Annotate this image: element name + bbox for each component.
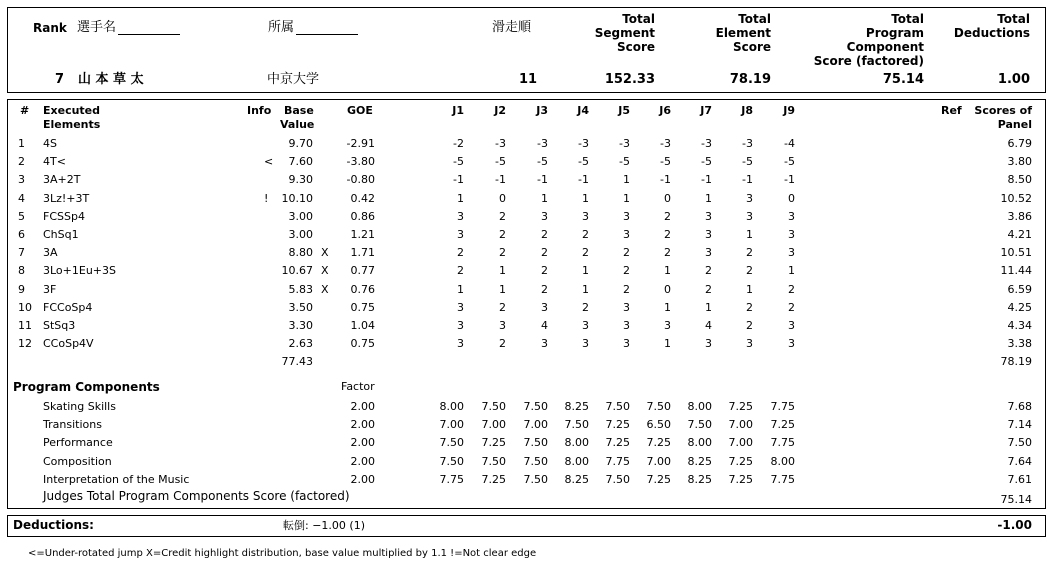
element-number: 9: [18, 282, 25, 296]
element-name: 4S: [43, 137, 57, 150]
element-judge-score: 3: [788, 337, 795, 351]
pc-judge-score: 7.50: [523, 454, 548, 468]
element-judge-score: 3: [457, 337, 464, 351]
element-name: ChSq1: [43, 228, 79, 241]
element-judge-score: 3: [623, 209, 630, 223]
element-judge-score: 1: [457, 191, 464, 205]
element-judge-score: 2: [664, 228, 671, 241]
element-judge-score: 1: [664, 300, 671, 314]
element-judge-score: 3: [705, 246, 712, 260]
pc-judge-score: 7.25: [728, 472, 753, 486]
pc-judge-score: 7.00: [728, 418, 753, 432]
col-num: #: [20, 104, 30, 117]
deductions-label: Deductions:: [13, 518, 94, 532]
element-goe: 0.75: [350, 337, 375, 351]
element-judge-score: 0: [664, 191, 671, 205]
element-goe: 0.76: [350, 282, 375, 296]
element-base-value: 3.00: [288, 228, 313, 241]
ded-label-1: Total: [997, 12, 1030, 26]
element-judge-score: -1: [742, 173, 753, 187]
pc-judge-score: 8.25: [564, 400, 589, 413]
pc-judge-score: 8.00: [687, 400, 712, 413]
order-label: 滑走順: [492, 20, 532, 35]
tes-value: 78.19: [729, 72, 771, 87]
element-base-value: 10.10: [281, 191, 313, 205]
element-judge-score: 2: [499, 300, 506, 314]
col-ref: Ref: [941, 104, 962, 117]
element-judge-score: 1: [623, 191, 630, 205]
pc-judge-score: 8.00: [687, 436, 712, 450]
tes-label-2: Element: [715, 26, 771, 40]
col-judge-9: J9: [783, 104, 795, 117]
element-goe: -2.91: [346, 137, 375, 150]
element-name: 3F: [43, 282, 57, 296]
col-judge-6: J6: [659, 104, 671, 117]
element-panel-score: 4.25: [1007, 300, 1032, 314]
element-panel-score: 4.21: [1007, 228, 1032, 241]
element-name: FCSSp4: [43, 209, 85, 223]
name-label: 選手名: [77, 20, 117, 35]
legend-footnote: <=Under-rotated jump X=Credit highlight distribution, base value multiplied by 1.1 !=Not clear edge: [28, 548, 537, 559]
col-exec-1: Executed: [43, 104, 101, 117]
element-base-value: 2.63: [288, 337, 313, 351]
element-judge-score: 3: [746, 337, 753, 351]
tes-label-3: Score: [732, 40, 771, 54]
element-judge-score: 1: [705, 191, 712, 205]
element-number: 12: [18, 337, 32, 351]
pc-factor: 2.00: [350, 400, 375, 413]
element-judge-score: 3: [664, 319, 671, 332]
col-judge-4: J4: [577, 104, 589, 117]
element-judge-score: 1: [582, 264, 589, 278]
element-panel-score: 10.51: [1000, 246, 1032, 260]
element-name: 4T<: [43, 155, 66, 169]
element-judge-score: -5: [578, 155, 589, 169]
element-goe: 0.77: [350, 264, 375, 278]
pc-judge-score: 7.25: [646, 472, 671, 486]
element-info: !: [264, 191, 269, 205]
pc-factor: 2.00: [350, 436, 375, 450]
element-name: CCoSp4V: [43, 337, 94, 351]
pc-judge-score: 7.50: [605, 400, 630, 413]
pc-judge-score: 8.25: [564, 472, 589, 486]
element-goe: 0.42: [350, 191, 375, 205]
skater-name: 山 本 草 太: [78, 72, 144, 87]
pc-name: Skating Skills: [43, 400, 116, 413]
pc-judge-score: 6.50: [646, 418, 671, 432]
element-judge-score: 2: [499, 209, 506, 223]
element-base-value: 10.67: [281, 264, 313, 278]
element-name: 3Lz!+3T: [43, 191, 90, 205]
element-judge-score: 2: [788, 300, 795, 314]
club-underline: [296, 23, 358, 35]
element-goe: 1.71: [350, 246, 375, 260]
element-judge-score: 2: [499, 337, 506, 351]
pc-panel-score: 7.50: [1007, 436, 1032, 450]
pc-judge-score: 7.50: [439, 436, 464, 450]
element-judge-score: 2: [582, 246, 589, 260]
pc-judge-score: 7.25: [605, 418, 630, 432]
pc-factor-label: Factor: [341, 380, 375, 393]
pc-judge-score: 7.00: [646, 454, 671, 468]
col-goe: GOE: [347, 104, 373, 117]
deductions-box: [7, 515, 1046, 537]
element-judge-score: -3: [619, 137, 630, 150]
element-goe: 1.21: [350, 228, 375, 241]
pcs-value: 75.14: [882, 72, 924, 87]
club-label: 所属: [268, 20, 295, 35]
col-judge-2: J2: [494, 104, 506, 117]
element-judge-score: 2: [705, 264, 712, 278]
rank-label: Rank: [33, 21, 67, 35]
element-goe: 0.75: [350, 300, 375, 314]
element-panel-score: 8.50: [1007, 173, 1032, 187]
element-judge-score: 3: [499, 319, 506, 332]
pcs-label-4: Score (factored): [813, 54, 924, 68]
element-judge-score: -1: [453, 173, 464, 187]
element-panel-score: 3.38: [1007, 337, 1032, 351]
pc-panel-score: 7.61: [1007, 472, 1032, 486]
element-number: 3: [18, 173, 25, 187]
element-judge-score: -4: [784, 137, 795, 150]
element-judge-score: 1: [499, 264, 506, 278]
club-name: 中京大学: [267, 72, 320, 87]
element-panel-score: 4.34: [1007, 319, 1032, 332]
element-judge-score: 1: [582, 282, 589, 296]
pc-panel-score: 7.68: [1007, 400, 1032, 413]
element-judge-score: 3: [541, 337, 548, 351]
element-judge-score: 0: [499, 191, 506, 205]
element-judge-score: 1: [664, 264, 671, 278]
pc-judge-score: 7.50: [564, 418, 589, 432]
element-goe: 0.86: [350, 209, 375, 223]
element-number: 2: [18, 155, 25, 169]
element-judge-score: 4: [705, 319, 712, 332]
pc-judge-score: 7.25: [728, 454, 753, 468]
element-judge-score: 2: [541, 264, 548, 278]
pc-judge-score: 7.25: [770, 418, 795, 432]
element-judge-score: -1: [701, 173, 712, 187]
element-judge-score: 3: [582, 319, 589, 332]
element-panel-score: 6.59: [1007, 282, 1032, 296]
element-judge-score: 2: [746, 319, 753, 332]
pc-judge-score: 7.75: [605, 454, 630, 468]
col-info: Info: [247, 104, 272, 117]
pc-judge-score: 7.25: [646, 436, 671, 450]
element-judge-score: 2: [457, 246, 464, 260]
element-goe: -3.80: [346, 155, 375, 169]
element-judge-score: 2: [499, 246, 506, 260]
element-judge-score: 1: [541, 191, 548, 205]
element-judge-score: 2: [541, 228, 548, 241]
element-judge-score: -1: [578, 173, 589, 187]
col-base-1: Base: [284, 104, 314, 117]
pc-factor: 2.00: [350, 472, 375, 486]
pc-judge-score: 8.25: [687, 472, 712, 486]
element-judge-score: 1: [705, 300, 712, 314]
element-name: StSq3: [43, 319, 76, 332]
pc-judge-score: 8.25: [687, 454, 712, 468]
pc-judge-score: 7.50: [523, 400, 548, 413]
element-judge-score: -5: [537, 155, 548, 169]
element-panel-score: 3.86: [1007, 209, 1032, 223]
element-panel-score: 11.44: [1000, 264, 1032, 278]
element-judge-score: 1: [623, 173, 630, 187]
pc-judge-score: 8.00: [564, 454, 589, 468]
pc-panel-score: 7.64: [1007, 454, 1032, 468]
element-judge-score: 3: [705, 337, 712, 351]
element-base-value: 5.83: [288, 282, 313, 296]
element-panel-score: 10.52: [1000, 191, 1032, 205]
col-judge-8: J8: [741, 104, 753, 117]
element-name: FCCoSp4: [43, 300, 93, 314]
element-x-mark: X: [321, 246, 329, 260]
element-judge-score: 3: [705, 209, 712, 223]
element-judge-score: 3: [623, 300, 630, 314]
element-x-mark: X: [321, 282, 329, 296]
element-judge-score: -1: [495, 173, 506, 187]
element-judge-score: -5: [742, 155, 753, 169]
pc-judge-score: 8.00: [439, 400, 464, 413]
element-judge-score: 3: [457, 300, 464, 314]
element-judge-score: -5: [453, 155, 464, 169]
pcs-label-2: Program: [865, 26, 924, 40]
element-judge-score: 1: [746, 228, 753, 241]
pc-name: Transitions: [43, 418, 102, 432]
pc-judge-score: 8.00: [770, 454, 795, 468]
element-judge-score: -5: [784, 155, 795, 169]
ded-label-2: Deductions: [953, 26, 1030, 40]
pc-title: Program Components: [13, 380, 160, 394]
element-judge-score: 3: [582, 337, 589, 351]
element-base-value: 3.50: [288, 300, 313, 314]
element-name: 3A+2T: [43, 173, 81, 187]
pc-judge-score: 7.50: [481, 400, 506, 413]
element-judge-score: 3: [582, 209, 589, 223]
element-judge-score: 3: [541, 300, 548, 314]
element-judge-score: 2: [582, 300, 589, 314]
element-judge-score: 1: [582, 191, 589, 205]
pc-judge-score: 7.75: [770, 436, 795, 450]
pc-judge-score: 7.25: [605, 436, 630, 450]
col-judge-3: J3: [536, 104, 548, 117]
element-judge-score: 2: [623, 246, 630, 260]
ded-value: 1.00: [997, 72, 1030, 87]
element-name: 3Lo+1Eu+3S: [43, 264, 116, 278]
element-judge-score: 3: [788, 319, 795, 332]
pc-factor: 2.00: [350, 418, 375, 432]
element-judge-score: 1: [664, 337, 671, 351]
base-total: 77.43: [281, 355, 313, 368]
element-judge-score: 3: [788, 246, 795, 260]
element-number: 4: [18, 191, 25, 205]
element-judge-score: 3: [623, 228, 630, 241]
element-goe: -0.80: [346, 173, 375, 187]
pc-judge-score: 7.50: [687, 418, 712, 432]
element-base-value: 3.30: [288, 319, 313, 332]
element-judge-score: 1: [499, 282, 506, 296]
element-judge-score: 4: [541, 319, 548, 332]
col-judge-1: J1: [452, 104, 464, 117]
pc-judge-score: 7.00: [481, 418, 506, 432]
element-judge-score: 3: [746, 209, 753, 223]
element-judge-score: -2: [453, 137, 464, 150]
element-judge-score: 2: [457, 264, 464, 278]
pc-judge-score: 7.25: [728, 400, 753, 413]
col-base-2: Value: [280, 118, 315, 131]
start-order: 11: [519, 72, 538, 87]
element-judge-score: 3: [788, 228, 795, 241]
element-judge-score: 2: [541, 282, 548, 296]
tes-label-1: Total: [738, 12, 771, 26]
club-label-wrap: [268, 20, 358, 35]
pc-name: Performance: [43, 436, 113, 450]
element-judge-score: 2: [541, 246, 548, 260]
element-judge-score: -3: [537, 137, 548, 150]
tss-value: 152.33: [604, 72, 655, 87]
element-number: 1: [18, 137, 25, 150]
pc-judge-score: 8.00: [564, 436, 589, 450]
element-judge-score: 2: [746, 264, 753, 278]
element-judge-score: 2: [664, 209, 671, 223]
element-judge-score: 2: [746, 300, 753, 314]
rank-value: 7: [55, 72, 65, 87]
element-judge-score: 2: [499, 228, 506, 241]
element-panel-score: 6.79: [1007, 137, 1032, 150]
tss-label-2: Segment: [594, 26, 655, 40]
element-judge-score: 2: [623, 282, 630, 296]
pc-name: Composition: [43, 454, 112, 468]
pc-judge-score: 7.75: [770, 400, 795, 413]
element-judge-score: 3: [705, 228, 712, 241]
element-judge-score: -1: [537, 173, 548, 187]
pc-judge-score: 7.50: [523, 472, 548, 486]
element-number: 5: [18, 209, 25, 223]
element-judge-score: 1: [457, 282, 464, 296]
element-judge-score: -5: [619, 155, 630, 169]
element-x-mark: X: [321, 264, 329, 278]
pcs-label-1: Total: [891, 12, 924, 26]
element-judge-score: 3: [457, 228, 464, 241]
element-base-value: 8.80: [288, 246, 313, 260]
pc-judge-score: 7.75: [439, 472, 464, 486]
element-number: 7: [18, 246, 25, 260]
element-name: 3A: [43, 246, 58, 260]
pc-judge-score: 7.00: [728, 436, 753, 450]
element-judge-score: -3: [742, 137, 753, 150]
pc-judge-score: 7.50: [605, 472, 630, 486]
element-judge-score: -3: [701, 137, 712, 150]
pc-judge-score: 7.50: [646, 400, 671, 413]
pc-judge-score: 7.25: [481, 472, 506, 486]
element-judge-score: 3: [457, 209, 464, 223]
tss-label-3: Score: [616, 40, 655, 54]
element-number: 10: [18, 300, 32, 314]
element-panel-score: 3.80: [1007, 155, 1032, 169]
pcs-label-3: Component: [846, 40, 924, 54]
element-number: 8: [18, 264, 25, 278]
pc-name: Interpretation of the Music: [43, 472, 190, 486]
col-panel-2: Panel: [997, 118, 1032, 131]
element-judge-score: 1: [788, 264, 795, 278]
pc-judge-score: 7.00: [439, 418, 464, 432]
element-base-value: 3.00: [288, 209, 313, 223]
pc-total-value: 75.14: [1000, 493, 1032, 506]
col-exec-2: Elements: [43, 118, 101, 131]
pc-judge-score: 7.75: [770, 472, 795, 486]
element-judge-score: -5: [701, 155, 712, 169]
pc-judge-score: 7.50: [439, 454, 464, 468]
element-judge-score: 3: [623, 337, 630, 351]
element-judge-score: -1: [784, 173, 795, 187]
element-judge-score: 1: [746, 282, 753, 296]
col-judge-5: J5: [618, 104, 630, 117]
pc-factor: 2.00: [350, 454, 375, 468]
deductions-total: -1.00: [997, 518, 1032, 532]
name-label-wrap: [77, 20, 180, 35]
element-base-value: 9.30: [288, 173, 313, 187]
pc-judge-score: 7.50: [481, 454, 506, 468]
element-number: 6: [18, 228, 25, 241]
element-judge-score: 2: [623, 264, 630, 278]
element-judge-score: 0: [664, 282, 671, 296]
pc-judge-score: 7.25: [481, 436, 506, 450]
element-judge-score: -3: [495, 137, 506, 150]
element-base-value: 9.70: [288, 137, 313, 150]
pc-panel-score: 7.14: [1007, 418, 1032, 432]
pc-judge-score: 7.00: [523, 418, 548, 432]
element-judge-score: -5: [660, 155, 671, 169]
pc-judge-score: 7.50: [523, 436, 548, 450]
element-judge-score: 2: [788, 282, 795, 296]
elements-score-total: 78.19: [1000, 355, 1032, 368]
element-number: 11: [18, 319, 32, 332]
element-judge-score: -3: [578, 137, 589, 150]
element-info: <: [264, 155, 274, 169]
element-judge-score: 3: [541, 209, 548, 223]
element-judge-score: 3: [746, 191, 753, 205]
element-goe: 1.04: [350, 319, 375, 332]
element-judge-score: 0: [788, 191, 795, 205]
deductions-detail: 転倒: −1.00 (1): [283, 519, 365, 532]
element-base-value: 7.60: [288, 155, 313, 169]
element-judge-score: 2: [582, 228, 589, 241]
col-panel-1: Scores of: [974, 104, 1032, 117]
element-judge-score: -5: [495, 155, 506, 169]
element-judge-score: -3: [660, 137, 671, 150]
tss-label-1: Total: [622, 12, 655, 26]
pc-total-label: Judges Total Program Components Score (factored): [43, 489, 350, 503]
element-judge-score: 2: [705, 282, 712, 296]
col-judge-7: J7: [700, 104, 712, 117]
element-judge-score: 2: [746, 246, 753, 260]
element-judge-score: 3: [457, 319, 464, 332]
element-judge-score: 3: [788, 209, 795, 223]
name-underline: [118, 23, 180, 35]
element-judge-score: 2: [664, 246, 671, 260]
element-judge-score: 3: [623, 319, 630, 332]
element-judge-score: -1: [660, 173, 671, 187]
